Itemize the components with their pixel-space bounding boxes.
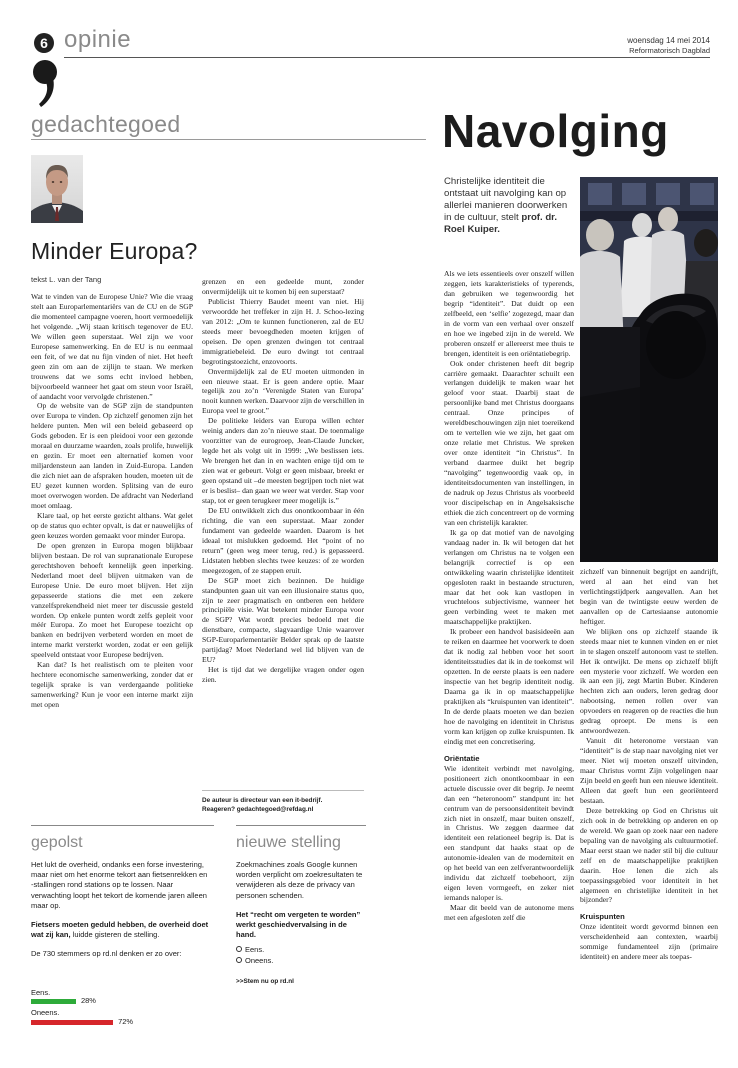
feature-col2 (580, 567, 718, 1066)
gepolst-intro: Het lukt de overheid, ondanks een forse investering, maar niet om het enorme tekort aan fietsenrekken en -stallingen rond stations op te lossen. Naar verwachting loopt het tekort de komende jaren alleen maar op. (31, 860, 208, 910)
feature-col1 (444, 269, 574, 1066)
author-note-rule (202, 790, 364, 791)
portrait-photo (31, 155, 83, 223)
author-portrait (31, 155, 83, 223)
paragraph: Deze betrekking op God en Christus uit zich ook in de betrekking op anderen en op de wereld. We gaan op zoek naar een nadere bepaling van de navolging als cultuurmotief. Maar eerst staan we nader stil bij die cultuur zelf en de maatschappelijke praktijken daarin. Hoe lenen die zich als toepassingsgebied voor identiteit in het algemeen en christelijke identiteit in het bijzonder? (580, 805, 718, 905)
vote-option[interactable] (236, 956, 366, 966)
paragraph: Op de website van de SGP zijn de standpunten over Europa te vinden. Op zichzelf genomen zijn het heldere punten. Men wil een beleid gebaseerd op Gods geboden. Er is een pleidooi voor een gezonde moraal en duurzame waarden, zoals prolife, huwelijk en gezin. Er moet een alternatief komen voor miljardensteun aan landen in Zuid-Europa. Landen die zich niet aan de afspraken houden, moeten uit de EU gezet kunnen worden. Splitsing van de euro moet overwogen worden. De afdracht van Nederland moet omlaag. (31, 401, 193, 511)
column-name: gedachtegoed (31, 111, 181, 137)
gepolst-box (31, 860, 211, 960)
poll-result-label: Eens. (31, 988, 51, 997)
paragraph: Vanuit dit heteronome verstaan van “identiteit” is de stap naar navolging niet ver meer. Niet wij moeten onszelf uitvinden, maar Christus vormt Zijn volgelingen naar Zijn beeld en geeft hun een nieuwe identiteit. Alleen dat geeft hun een georiënteerd bestaan. (580, 736, 718, 805)
paragraph: Ook onder christenen heeft dit begrip carrière gemaakt. Daarachter schuilt een verlangen duidelijk te maken waar het geloof voor staat. Daarbij staat de persoonlijke band met Christus doorgaans centraal. Onze principes of wereldbeschouwingen zijn niet toereikend om te vertellen wie we zijn, het gaat om onze relatie met Christus. We spreken over onze identiteit “in Christus”. In verband daarmee duikt het begrip “navolging” tegenwoordig vaak op, in identiteitsdocumenten van instellingen, in de nadruk op Jezus Christus als voorbeeld voor discipelschap en in Angelsaksische ethiek die zich concentreert op de vorming van een christelijk karakter. (444, 358, 574, 527)
paragraph: Klare taal, op het eerste gezicht althans. Wat gelet op de status quo echter opvalt, is dat er nauwelijks of geen keuzes worden gemaakt voor minder Europa. (31, 510, 193, 540)
feature-lead-author: prof. dr. Roel Kuiper. (444, 212, 558, 235)
subheading: Kruispunten (580, 912, 625, 922)
paragraph: Kan dat? Is het realistisch om te pleiten voor hechtere economische samenwerking, zonder dat er tegelijk sprake is van verdergaande politieke samenwerking? Kun je voor een interne markt zijn met open (31, 660, 193, 710)
paragraph: Het is tijd dat we dergelijke vragen onder ogen zien. (202, 665, 364, 685)
radio-circle-icon[interactable] (236, 946, 242, 952)
feature-lead (444, 176, 574, 236)
paragraph: Publicist Thierry Baudet meent van niet. Hij verwoordde het treffeker in zijn H. J. Schoo-lezing van 2012: „Om te kunnen functioneren, zal de EU steeds meer bevoegdheden moeten krijgen of opeisen. De open grenzen dwingen tot centraal immigratiebeleid. De euro dwingt tot centraal begrotingstoezicht, enzovoorts. (202, 296, 364, 366)
left-article-col1 (31, 292, 193, 792)
radio-circle-icon[interactable] (236, 957, 242, 963)
issue-date: woensdag 14 mei 2014 (627, 36, 710, 45)
article-byline: tekst L. van der Tang (31, 275, 102, 284)
section-title: opinie (64, 26, 132, 53)
paragraph: grenzen en een gedeelde munt, zonder onvermijdelijk uit te komen bij een superstaat? (202, 277, 364, 296)
comma-ornament (32, 56, 62, 110)
comma-mark-icon (32, 56, 62, 110)
stelling-top-rule (236, 825, 366, 826)
vote-option-label: Eens. (245, 945, 265, 955)
gepolst-statement (31, 920, 211, 940)
left-article-col2 (202, 277, 364, 782)
stelling-intro: Zoekmachines zoals Google kunnen worden verplicht om zoekresultaten te verwijderen als deze de privacy van personen schenden. (236, 860, 363, 900)
vote-link[interactable]: >>Stem nu op rd.nl (236, 977, 294, 985)
paragraph: Ik ga op dat motief van de navolging vandaag nader in. Ik wil betogen dat het verlangen om Christus na te volgen een belangrijk correctief is op een ontwikkeling waarin christelijke identiteit opgesloten raakt in bestaande structuren, maar dat het ook kan vastlopen in vruchteloos subjectivisme, wanneer het geen verbinding weet te maken met maatschappelijke praktijken. (444, 527, 574, 627)
poll-bar-oneens (31, 1020, 113, 1025)
gepolst-heading: gepolst (31, 834, 83, 851)
feature-photo (580, 177, 718, 562)
vote-option[interactable] (236, 945, 366, 955)
paragraph: De open grenzen in Europa mogen blijkbaar blijven bestaan. De rol van supranationale Europese gerechtshoven behoeft kennelijk geen inperking. Nederland moet deel blijven uitmaken van de Europese Unie. De euro moet blijven. Het zijn gepasseerde stations die met een zekere vanzelfsprekendheid niet meer ter discussie gesteld worden. Op enkele punten wordt zelfs gepleit voor méér Europa. Zo moet het Europese toezicht op banken en bedrijven verbeterd worden en moet de interne markt versterkt worden, zodat er een gelijk speelveld ontstaat voor Europese bedrijven. (31, 540, 193, 660)
vote-option-label: Oneens. (245, 955, 274, 965)
paragraph: Ik probeer een handvol basisideeën aan te reiken en daarmee het voorwerk te doen dat ik nodig zal hebben voor het soort identiteitsstudies dat ik in de toekomst wil opzetten. In de eerste plaats is een nadere inspectie van het begrip identiteit nodig. Daarna ga ik in op maatschappelijke praktijken als “kruispunten van identiteit”. In de derde plaats moeten we dan bezien hoe de navolging en identiteit in Christus vorm kan krijgen op zulke kruispunten. Ik eindig met een concretisering. (444, 627, 574, 746)
stelling-heading: nieuwe stelling (236, 834, 341, 851)
paragraph: De politieke leiders van Europa willen echter weinig anders dan zo’n nieuwe staat. De toenmalige voorzitter van de eurogroep, Jean-Claude Juncker, legde het als volgt uit in 1999: „We beslissen iets. We brengen het dan in en wachten enige tijd om te zien wat er gebeurt. Volgt er geen misbaar, breekt er geen opstand uit –de meesten begrijpen toch niet wat er is beslist– dan gaan we weer wat verder. Stap voor stap, tot er geen terugkeer meer mogelijk is.” (202, 416, 364, 505)
feature-title: Navolging (442, 105, 669, 157)
gepolst-statement-rest: luidde gisteren de stelling. (70, 930, 160, 940)
subheading: Oriëntatie (444, 753, 480, 763)
stelling-box (236, 860, 366, 987)
paragraph: De SGP moet zich bezinnen. De huidige standpunten gaan uit van een illusionaire status quo, zijn te zeer pragmatisch en ontberen een heldere principiële visie. Wat betekent minder Europa voor de SGP? Wat wordt precies bedoeld met die dienstbare, compacte, slagvaardige Unie waarover SGP-Europarlementariër Belder sprak op de laatste partijdag? Moet Nederland wel lid blijven van de EU? (202, 575, 364, 665)
paragraph: Onze identiteit wordt gevormd binnen een verscheidenheid aan contexten, waarbij sommige fundamenteel zijn (primaire identiteit) en andere meer als toepas- (580, 922, 718, 962)
paragraph: zichzelf van binnenuit begrijpt en aandrijft, werd al aan het eind van het verlichtingstijdperk aangevallen. Aan het begin van de twintigste eeuw werden de aanvallen op de Cartesiaanse autonomie heftiger. (580, 567, 718, 626)
poll-percent-eens: 28% (80, 996, 96, 1005)
poll-bar-eens (31, 999, 76, 1004)
feature-lead-text: Christelijke identiteit die ontstaat uit navolging kan op allerlei manieren doorwerken in de cultuur, stelt (444, 176, 568, 223)
column-rule (31, 139, 426, 140)
paragraph: Als we iets essentieels over onszelf willen zeggen, iets karakteristieks of typerends, dan gebruiken we tegenwoordig het begrip “identiteit”. Dat duidt op een zelfbeeld, een ‘selfie’ zogezegd, maar dan in de vorm van een verhaal over onszelf en hoe we ingebed zijn in de wereld. We proberen onszelf er allereerst mee thuis te brengen, identiteit is een oriëntatiebegrip. (444, 269, 574, 358)
church-photo (580, 177, 718, 562)
poll-percent-oneens: 72% (118, 1017, 134, 1026)
header-rule (64, 57, 710, 58)
gepolst-top-rule (31, 825, 214, 826)
paragraph: Wie identiteit verbindt met navolging, positioneert zich onontkoombaar in een actuele discussie over dit begrip. Je neemt dan een “heteronoom” standpunt in: het centrum van de persoonsidentiteit bevindt zich niet in onszelf, maar buiten onszelf, in Christus. We zeggen daarmee dat identiteit een relationeel begrip is. Dat is een standpunt dat haaks staat op de autonomie-idealen van de moderniteit en op het beeld van een zelfverantwoordelijk individu dat zichzelf toebehoort, zijn eigen leven vormgeeft, en zeker niet iemands naloper is. (444, 763, 574, 903)
paragraph: De EU ontwikkelt zich dus onontkoombaar in één richting, die van een superstaat. Maar zonder fundament van gedeelde waarden. Daarom is het ideaal tot mislukken gedoemd. Het “point of no return” (geen weg meer terug, red.) is gepasseerd. Lidstaten hebben slechts twee keuzes: of ze worden meegezogen, of ze stappen eruit. (202, 505, 364, 575)
page-number-badge (34, 33, 54, 53)
paragraph: Maar dit beeld van de autonome mens met een afgesloten zelf die (444, 903, 574, 923)
author-contact: Reageren? gedachtegoed@refdag.nl (202, 806, 314, 813)
gepolst-respondents: De 730 stemmers op rd.nl denken er zo over: (31, 949, 182, 959)
gepolst-statement-bold: Fietsers moeten geduld hebben, de overheid doet wat zij kan, (31, 920, 209, 940)
newspaper-name: Reformatorisch Dagblad (629, 46, 710, 55)
author-note: De auteur is directeur van een it-bedrijf. (202, 797, 323, 804)
poll-result-label: Oneens. (31, 1008, 60, 1017)
paragraph: We blijken ons op zichzelf staande ik steeds maar niet te kunnen vinden en er niet in te slagen onszelf autonoom vast te stellen. Het ik ontwijkt. De mens op zichzelf blijft een mysterie voor zichzelf. We worden een ik aan een jij, zegt Martin Buber. Kinderen hechten zich aan ouders, leren gedrag door nabootsing, nemen rollen over van opvoeders en reageren op de reacties die hun gedrag oproept. De mens is een antwoordwezen. (580, 626, 718, 736)
article-title: Minder Europa? (31, 238, 198, 264)
page-number: 6 (40, 35, 48, 51)
paragraph: Onvermijdelijk zal de EU moeten uitmonden in een nieuwe staat. Er is geen andere optie. Maar tegelijk zou zo’n ‘Verenigde Staten van Europa’ nooit kunnen werken. Daarvoor zijn de verschillen in Europa veel te groot.” (202, 366, 364, 416)
paragraph: Wat te vinden van de Europese Unie? Wie die vraag stelt aan Europarlementariërs van de CU en de SGP die momenteel campagne voeren, hoort vermoedelijk het volgende. „Wij staan kritisch tegenover de EU. We willen geen superstaat. Wel zijn we voor Europese samenwerking. En de EU is nu eenmaal een feit, of we dat nu fijn vinden of niet. Het heeft geen zin om aan de zijlijn te staan. We merken trouwens dat we soms echt invloed hebben, bijvoorbeeld wanneer het gaat om steun voor Israël, of aandacht voor vervolgde christenen.” (31, 292, 193, 401)
stelling-statement: Het “recht om vergeten te worden” werkt geschiedvervalsing in de hand. (236, 909, 361, 940)
